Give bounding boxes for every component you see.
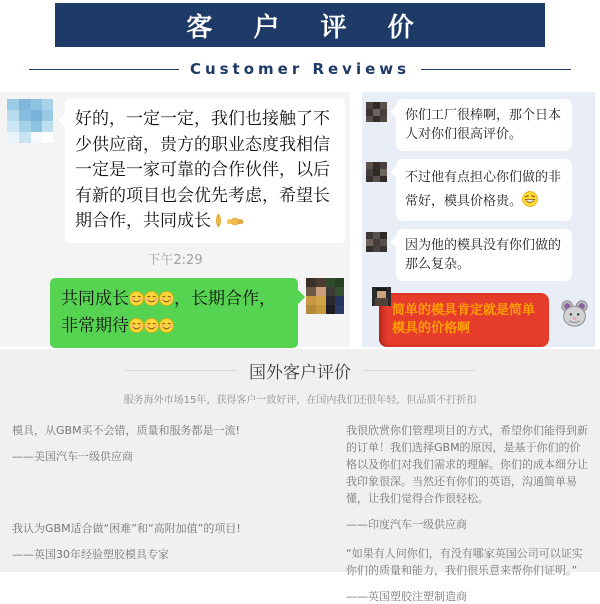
chat-screenshots bbox=[0, 92, 600, 347]
received-message-row bbox=[366, 229, 589, 281]
received-message-row bbox=[366, 99, 589, 151]
divider-line-left bbox=[29, 69, 179, 70]
divider-line-right bbox=[421, 69, 571, 70]
testimonial-column-left bbox=[12, 422, 334, 604]
testimonial-source: ——英国塑胶注塑制造商 bbox=[346, 590, 467, 603]
blush-smile-emoji-icon bbox=[129, 291, 144, 306]
mini-avatar-image bbox=[372, 287, 391, 306]
testimonial-quote: 模具，从GBM买不会错，质量和服务都是一流! bbox=[12, 424, 240, 437]
handshake-emoji-icon bbox=[226, 215, 244, 228]
divider-line-right bbox=[363, 370, 475, 371]
testimonial-column-right bbox=[334, 422, 588, 604]
highlight-message-bubble bbox=[379, 293, 549, 347]
blush-smile-emoji-icon bbox=[144, 318, 159, 333]
mouse-sticker-icon bbox=[560, 299, 589, 332]
header-subtitle-row bbox=[0, 60, 600, 78]
pixelated-avatar-image bbox=[366, 102, 387, 122]
pixelated-avatar-image bbox=[366, 232, 387, 252]
testimonial-source: ——英国30年经验塑胶模具专家 bbox=[12, 548, 169, 561]
reviews-title: 国外客户评价 bbox=[249, 363, 351, 383]
header-banner bbox=[55, 3, 545, 47]
blush-smile-emoji-icon bbox=[144, 291, 159, 306]
sent-message-row bbox=[0, 278, 350, 348]
blush-smile-emoji-icon bbox=[159, 291, 174, 306]
page-subtitle: Customer Reviews bbox=[189, 60, 411, 78]
received-message-row bbox=[366, 159, 589, 221]
testimonial-columns bbox=[0, 422, 600, 604]
received-message-bubble: 你们工厂很棒啊，那个日本人对你们很高评价。 bbox=[396, 99, 572, 151]
user-avatar-photo bbox=[306, 278, 344, 314]
blush-smile-emoji-icon bbox=[129, 318, 144, 333]
photo-avatar-image bbox=[306, 278, 344, 314]
testimonial-source: ——美国汽车一级供应商 bbox=[12, 450, 133, 463]
sent-message-bubble: 共同成长 ，长期合作，非常期待 bbox=[50, 278, 298, 348]
customer-avatar-dark bbox=[366, 102, 387, 122]
customer-avatar-blurred bbox=[7, 99, 53, 143]
blush-smile-emoji-icon bbox=[159, 318, 174, 333]
testimonial-quote: 我认为GBM适合做“困难”和“高附加值”的项目! bbox=[12, 522, 241, 535]
page-title: 客 户 评 价 bbox=[186, 12, 430, 43]
mouse-icon bbox=[560, 299, 589, 328]
customer-reviews-page bbox=[0, 3, 600, 603]
received-message-row bbox=[0, 99, 350, 243]
pixelated-avatar-image bbox=[7, 99, 53, 143]
chat-panel-right bbox=[362, 92, 595, 347]
divider-line-left bbox=[125, 370, 237, 371]
grin-emoji-icon bbox=[522, 191, 538, 207]
timestamp: 下午2:29 bbox=[147, 252, 203, 268]
reviews-title-row bbox=[0, 358, 600, 383]
received-message-bubble: 因为他的模具没有你们做的那么复杂。 bbox=[396, 229, 572, 281]
received-message-bubble: 不过他有点担心你们做的非常好，模具价格贵。 bbox=[396, 159, 572, 221]
customer-avatar-dark bbox=[366, 162, 387, 182]
reviews-subtitle: 服务海外市场15年，获得客户一致好评，在国内我们还很年轻，但品质不打折扣 bbox=[123, 395, 477, 406]
customer-avatar-dark bbox=[366, 232, 387, 252]
highlight-message-row bbox=[379, 293, 589, 347]
folded-hands-emoji-icon bbox=[211, 213, 226, 228]
pixelated-avatar-image bbox=[366, 162, 387, 182]
testimonial-quote: “如果有人问你们，有没有哪家英国公司可以证实你们的质量和能力，我们很乐意来帮你们证明。” bbox=[346, 547, 583, 577]
sender-mini-avatar bbox=[371, 286, 390, 305]
testimonial-source: ——印度汽车一级供应商 bbox=[346, 518, 467, 531]
chat-panel-left bbox=[0, 92, 350, 347]
highlight-message-text: 简单的模具肯定就是简单模具的价格啊 bbox=[392, 303, 536, 336]
reviews-section bbox=[0, 349, 600, 603]
testimonial-quote: 我很欣赏你们管理项目的方式，希望你们能得到新的订单！我们选择GBM的原因，是基于你们的价格以及你们对我们需求的理解。你们的成本细分让我印象很深。当然还有你们的英语，沟通简单易懂，让我们觉得合作很轻松。 bbox=[346, 424, 588, 505]
received-message-bubble: 好的，一定一定，我们也接触了不少供应商，贵方的职业态度我相信一定是一家可靠的合作伙伴，以后有新的项目也会优先考虑，希望长期合作，共同成长 bbox=[65, 99, 345, 243]
